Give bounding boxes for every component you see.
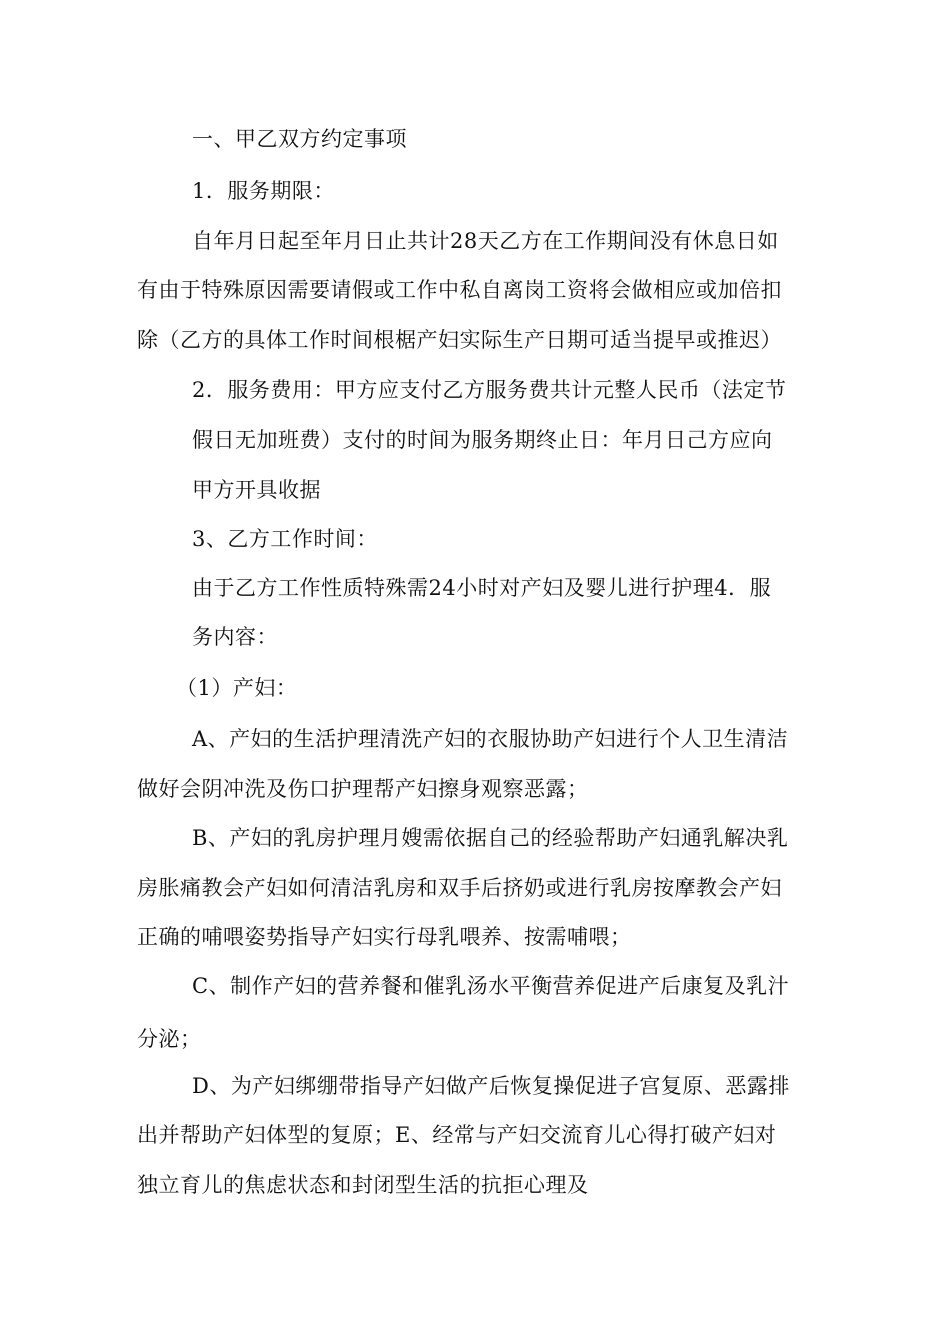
subsection-heading-mother: （1）产妇： (176, 676, 298, 700)
item-c-line: C、制作产妇的营养餐和催乳汤水平衡营养促进产后康复及乳汁 (192, 974, 790, 998)
item-b-line: B、产妇的乳房护理月嫂需依据自己的经验帮助产妇通乳解决乳 (192, 826, 789, 850)
clause-heading-service-period: 1．服务期限： (192, 179, 335, 203)
section-heading: 一、甲乙双方约定事项 (192, 127, 407, 151)
paragraph-line: 务内容： (192, 625, 278, 649)
item-d-line: D、为产妇绑绷带指导产妇做产后恢复操促进子宫复原、恶露排 (192, 1074, 790, 1098)
item-a-line: 做好会阴冲洗及伤口护理帮产妇擦身观察恶露； (137, 777, 589, 801)
paragraph-line: 由于乙方工作性质特殊需24小时对产妇及婴儿进行护理4．服 (192, 576, 772, 600)
paragraph-line: 除（乙方的具体工作时间根椐产妇实际生产日期可适当提早或推迟） (137, 328, 782, 352)
item-a-line: A、产妇的生活护理清洗产妇的衣服协助产妇进行个人卫生清洁 (192, 727, 789, 751)
clause-heading-work-time: 3、乙方工作时间： (192, 527, 378, 551)
paragraph-line: 自年月日起至年月日止共计28天乙方在工作期间没有休息日如 (192, 229, 779, 253)
item-b-line: 正确的哺喂姿势指导产妇实行母乳喂养、按需哺喂； (137, 925, 632, 949)
paragraph-line: 假日无加班费）支付的时间为服务期终止日：年月日己方应向 (192, 428, 773, 452)
item-b-line: 房胀痛教会产妇如何清洁乳房和双手后挤奶或进行乳房按摩教会产妇 (137, 876, 782, 900)
item-e-line: 独立育儿的焦虑状态和封闭型生活的抗拒心理及 (137, 1173, 589, 1197)
item-d-line: 出并帮助产妇体型的复原；E、经常与产妇交流育儿心得打破产妇对 (137, 1123, 777, 1147)
clause-service-fee-line: 2．服务费用：甲方应支付乙方服务费共计元整人民币（法定节 (192, 378, 787, 402)
item-c-line: 分泌； (137, 1027, 202, 1051)
paragraph-line: 有由于特殊原因需要请假或工作中私自离岗工资将会做相应或加倍扣 (137, 278, 782, 302)
paragraph-line: 甲方开具收据 (192, 478, 321, 502)
